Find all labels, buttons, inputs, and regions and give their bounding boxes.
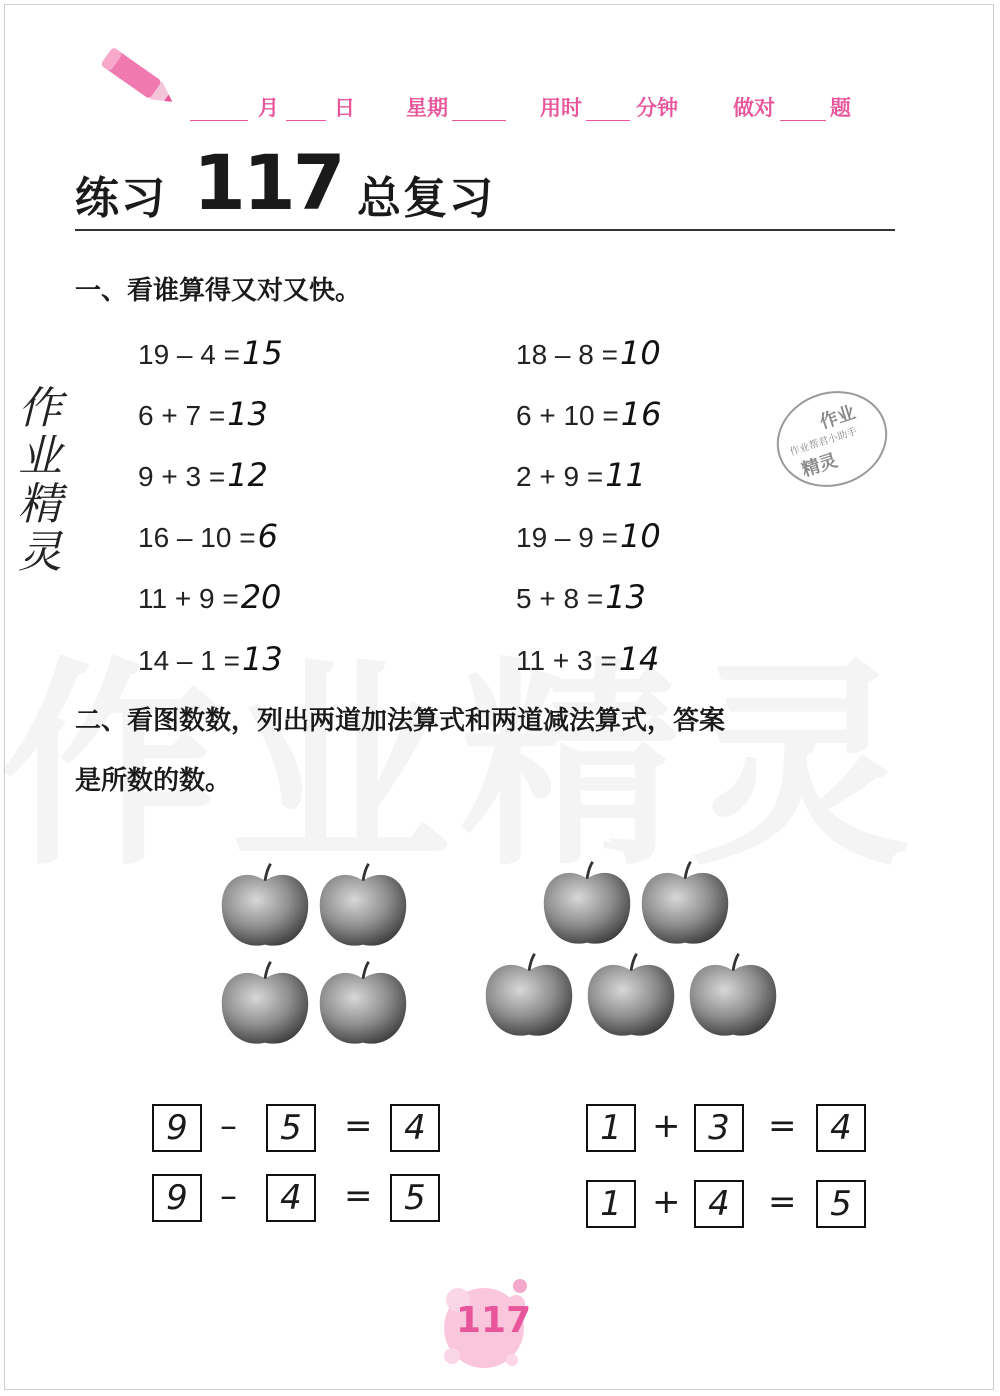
answer-box[interactable]: 4	[390, 1104, 440, 1152]
equation-left-5: 11 + 9 =20	[138, 578, 282, 616]
answer[interactable]: 20	[240, 578, 282, 616]
apple-icon	[218, 860, 312, 954]
apple-icon	[316, 860, 410, 954]
apple-icon	[686, 950, 780, 1044]
equation-left-1: 19 – 4 =15	[138, 334, 283, 372]
answer-box[interactable]: 1	[586, 1180, 636, 1228]
answer[interactable]: 6	[257, 517, 278, 555]
answer[interactable]: 15	[241, 334, 283, 372]
title-divider	[75, 229, 895, 231]
apple-icon	[584, 950, 678, 1044]
day-blank[interactable]	[286, 120, 326, 121]
equation-left-6: 14 – 1 =13	[138, 640, 283, 678]
section2-heading-line2: 是所数的数。	[75, 766, 232, 796]
date-info-row	[190, 92, 870, 128]
minutes-label: 分钟	[636, 96, 678, 120]
exercise-number: 117	[193, 138, 343, 227]
answer-box[interactable]: 4	[816, 1104, 866, 1152]
addition-equation-2: 1 + 4 = 5	[586, 1180, 870, 1228]
answer[interactable]: 13	[227, 395, 268, 433]
weekday-blank[interactable]	[452, 120, 506, 121]
day-label: 日	[334, 96, 355, 120]
watermark	[0, 590, 920, 906]
answer-box[interactable]: 5	[266, 1104, 316, 1152]
equation-right-2: 6 + 10 =16	[516, 395, 662, 433]
apple-icon	[218, 958, 312, 1052]
apple-icon	[638, 858, 732, 952]
answer-box[interactable]: 9	[152, 1104, 202, 1152]
pencil-icon	[95, 38, 185, 118]
equation-right-1: 18 – 8 =10	[516, 334, 661, 372]
handwritten-side-note: 作 业 精 灵	[18, 383, 62, 578]
page-number: 117	[456, 1300, 532, 1341]
questions-label: 题	[830, 96, 851, 120]
subtraction-equation-2: 9 – 4 = 5	[152, 1174, 442, 1222]
time-used-label: 用时	[540, 96, 582, 120]
equation-right-5: 5 + 8 =13	[516, 578, 646, 616]
answer-box[interactable]: 4	[266, 1174, 316, 1222]
answer[interactable]: 13	[241, 640, 283, 678]
answer-box[interactable]: 4	[694, 1180, 744, 1228]
answer-box[interactable]: 1	[586, 1104, 636, 1152]
apple-icon	[482, 950, 576, 1044]
equation-left-4: 16 – 10 =6	[138, 517, 278, 555]
equation-right-6: 11 + 3 =14	[516, 640, 660, 678]
answer[interactable]: 11	[605, 456, 646, 494]
section2-heading-line1: 二、看图数数，列出两道加法算式和两道减法算式，答案	[75, 706, 726, 736]
month-label: 月	[258, 96, 279, 120]
equation-left-2: 6 + 7 =13	[138, 395, 268, 433]
equation-right-4: 19 – 9 =10	[516, 517, 661, 555]
equation-left-3: 9 + 3 =12	[138, 456, 268, 494]
answer[interactable]: 13	[605, 578, 646, 616]
equation-right-3: 2 + 9 =11	[516, 456, 646, 494]
answer[interactable]: 10	[619, 517, 661, 555]
answer[interactable]: 16	[620, 395, 662, 433]
answer-box[interactable]: 5	[816, 1180, 866, 1228]
correct-blank[interactable]	[780, 120, 826, 121]
minutes-blank[interactable]	[586, 120, 630, 121]
addition-equation-1: 1 + 3 = 4	[586, 1104, 870, 1152]
apple-icon	[540, 858, 634, 952]
correct-label: 做对	[733, 96, 775, 120]
answer[interactable]: 10	[619, 334, 661, 372]
section1-heading: 一、看谁算得又对又快。	[75, 276, 362, 306]
subtraction-equation-1: 9 – 5 = 4	[152, 1104, 442, 1152]
page-number-badge	[424, 1270, 544, 1380]
title-subtitle: 总复习	[357, 173, 495, 224]
answer-box[interactable]: 3	[694, 1104, 744, 1152]
month-blank[interactable]	[190, 120, 248, 121]
apple-icon	[316, 958, 410, 1052]
answer[interactable]: 12	[227, 456, 268, 494]
answer-box[interactable]: 5	[390, 1174, 440, 1222]
stamp-seal: 作业 作业帮君小助手 精灵	[764, 377, 900, 501]
title-prefix: 练习	[75, 173, 167, 224]
answer[interactable]: 14	[618, 640, 660, 678]
weekday-label: 星期	[406, 96, 448, 120]
answer-box[interactable]: 9	[152, 1174, 202, 1222]
